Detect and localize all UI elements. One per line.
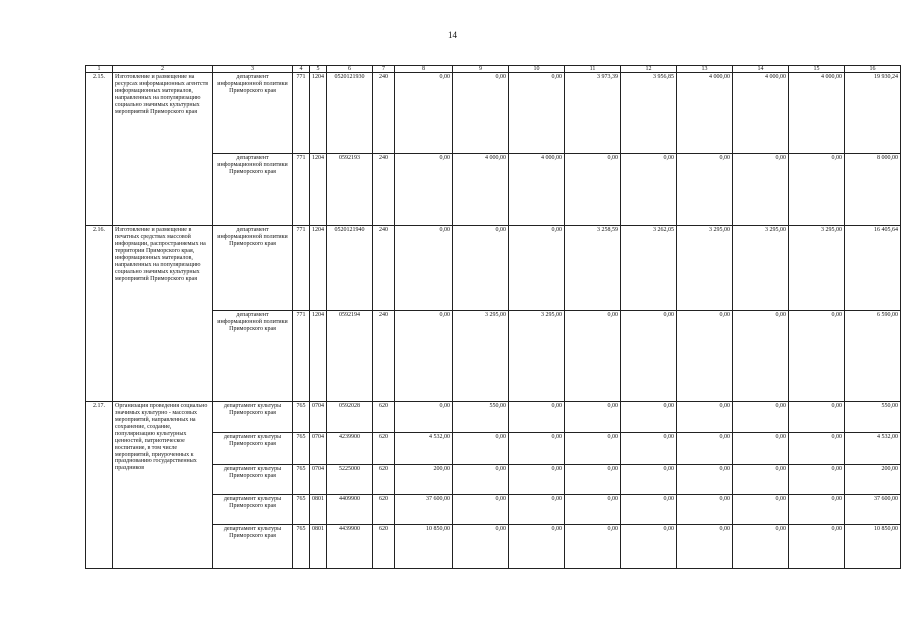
amount-cell: 4 000,00: [733, 73, 789, 154]
event-name: Изготовление и размещение на ресурсах информационных агентств информационных материалов, направленных на популяризацию социально значимых культурных мероприятий Приморского края: [113, 73, 213, 226]
column-header: 7: [373, 66, 395, 73]
department-cell: департамент культуры Приморского края: [213, 433, 293, 465]
amount-cell: 0,00: [395, 226, 453, 311]
expense-type-cell: 620: [373, 402, 395, 433]
amount-cell: 0,00: [789, 495, 845, 525]
amount-cell: 0,00: [565, 525, 621, 569]
column-header: 10: [509, 66, 565, 73]
column-header: 15: [789, 66, 845, 73]
amount-cell: 0,00: [733, 402, 789, 433]
amount-cell: 3 295,00: [453, 311, 509, 402]
amount-cell: 3 973,39: [565, 73, 621, 154]
amount-cell: 0,00: [565, 465, 621, 495]
target-code-cell: 4409900: [327, 495, 373, 525]
amount-cell: 0,00: [621, 153, 677, 225]
amount-cell: 0,00: [789, 153, 845, 225]
column-header: 6: [327, 66, 373, 73]
amount-cell: 0,00: [509, 495, 565, 525]
column-header: 3: [213, 66, 293, 73]
department-cell: департамент культуры Приморского края: [213, 495, 293, 525]
total-amount-cell: 550,00: [845, 402, 901, 433]
amount-cell: 550,00: [453, 402, 509, 433]
ministry-code-cell: 771: [293, 73, 310, 154]
column-header: 13: [677, 66, 733, 73]
amount-cell: 0,00: [453, 495, 509, 525]
total-amount-cell: 16 405,64: [845, 226, 901, 311]
amount-cell: 4 000,00: [789, 73, 845, 154]
ministry-code-cell: 765: [293, 402, 310, 433]
amount-cell: 0,00: [677, 465, 733, 495]
total-amount-cell: 10 850,00: [845, 525, 901, 569]
department-cell: департамент культуры Приморского края: [213, 402, 293, 433]
budget-table: [85, 65, 901, 569]
department-cell: департамент информационной политики Приморского края: [213, 226, 293, 311]
target-code-cell: 0520121940: [327, 226, 373, 311]
section-number: 2.17.: [86, 402, 113, 569]
ministry-code-cell: 765: [293, 495, 310, 525]
section-code-cell: 0801: [310, 525, 327, 569]
target-code-cell: 0592193: [327, 153, 373, 225]
section-code-cell: 0704: [310, 465, 327, 495]
amount-cell: 0,00: [789, 465, 845, 495]
amount-cell: 3 956,85: [621, 73, 677, 154]
amount-cell: 0,00: [395, 402, 453, 433]
amount-cell: 0,00: [509, 433, 565, 465]
ministry-code-cell: 771: [293, 153, 310, 225]
total-amount-cell: 8 000,00: [845, 153, 901, 225]
expense-type-cell: 620: [373, 525, 395, 569]
amount-cell: 3 295,00: [789, 226, 845, 311]
amount-cell: 0,00: [677, 311, 733, 402]
section-code-cell: 1204: [310, 226, 327, 311]
column-header: 9: [453, 66, 509, 73]
event-name: Организация проведения социально значимых культурно - массовых мероприятий, направленных на сохранение, создание, популяризацию культурных ценностей, патриотическое воспитание, в том числе мероприятий, приуроченных к празднованию государственных праздников: [113, 402, 213, 569]
amount-cell: 0,00: [621, 311, 677, 402]
amount-cell: 0,00: [453, 465, 509, 495]
amount-cell: 4 000,00: [677, 73, 733, 154]
amount-cell: 0,00: [789, 525, 845, 569]
column-header: 12: [621, 66, 677, 73]
amount-cell: 0,00: [453, 525, 509, 569]
column-header: 4: [293, 66, 310, 73]
amount-cell: 0,00: [453, 73, 509, 154]
target-code-cell: 4239900: [327, 433, 373, 465]
column-header: 2: [113, 66, 213, 73]
amount-cell: 0,00: [733, 495, 789, 525]
amount-cell: 0,00: [509, 226, 565, 311]
amount-cell: 3 295,00: [509, 311, 565, 402]
amount-cell: 0,00: [733, 525, 789, 569]
expense-type-cell: 240: [373, 73, 395, 154]
table-row: [86, 402, 901, 433]
amount-cell: 0,00: [621, 402, 677, 433]
ministry-code-cell: 771: [293, 226, 310, 311]
amount-cell: 0,00: [677, 433, 733, 465]
amount-cell: 0,00: [677, 525, 733, 569]
amount-cell: 0,00: [621, 495, 677, 525]
ministry-code-cell: 765: [293, 525, 310, 569]
column-number-row: [86, 66, 901, 73]
amount-cell: 0,00: [395, 153, 453, 225]
section-number: 2.16.: [86, 226, 113, 402]
amount-cell: 10 850,00: [395, 525, 453, 569]
table-row: [86, 73, 901, 154]
total-amount-cell: 37 600,00: [845, 495, 901, 525]
amount-cell: 0,00: [565, 311, 621, 402]
event-name: Изготовление и размещение в печатных средствах массовой информации, распространяемых на территории Приморского края, информационных материалов, направленных на популяризацию социально значимых культурных мероприятий Приморского края: [113, 226, 213, 402]
ministry-code-cell: 765: [293, 433, 310, 465]
target-code-cell: 0592194: [327, 311, 373, 402]
target-code-cell: 0592028: [327, 402, 373, 433]
amount-cell: 0,00: [565, 495, 621, 525]
table-row: [86, 226, 901, 311]
amount-cell: 4 532,00: [395, 433, 453, 465]
ministry-code-cell: 765: [293, 465, 310, 495]
amount-cell: 0,00: [677, 153, 733, 225]
section-number: 2.15.: [86, 73, 113, 226]
column-header: 5: [310, 66, 327, 73]
expense-type-cell: 240: [373, 226, 395, 311]
amount-cell: 0,00: [733, 465, 789, 495]
amount-cell: 3 295,00: [733, 226, 789, 311]
amount-cell: 0,00: [621, 433, 677, 465]
expense-type-cell: 240: [373, 311, 395, 402]
department-cell: департамент информационной политики Приморского края: [213, 153, 293, 225]
total-amount-cell: 6 590,00: [845, 311, 901, 402]
page-number: 14: [448, 30, 457, 40]
department-cell: департамент культуры Приморского края: [213, 525, 293, 569]
section-code-cell: 1204: [310, 73, 327, 154]
department-cell: департамент информационной политики Приморского края: [213, 73, 293, 154]
column-header: 14: [733, 66, 789, 73]
column-header: 11: [565, 66, 621, 73]
amount-cell: 0,00: [789, 311, 845, 402]
section-code-cell: 1204: [310, 153, 327, 225]
amount-cell: 0,00: [509, 465, 565, 495]
expense-type-cell: 620: [373, 433, 395, 465]
amount-cell: 0,00: [395, 73, 453, 154]
amount-cell: 0,00: [509, 402, 565, 433]
amount-cell: 0,00: [733, 433, 789, 465]
total-amount-cell: 4 532,00: [845, 433, 901, 465]
target-code-cell: 5225000: [327, 465, 373, 495]
expense-type-cell: 240: [373, 153, 395, 225]
amount-cell: 0,00: [677, 495, 733, 525]
amount-cell: 0,00: [677, 402, 733, 433]
amount-cell: 0,00: [453, 433, 509, 465]
column-header: 1: [86, 66, 113, 73]
amount-cell: 0,00: [733, 311, 789, 402]
section-code-cell: 1204: [310, 311, 327, 402]
section-code-cell: 0801: [310, 495, 327, 525]
department-cell: департамент информационной политики Приморского края: [213, 311, 293, 402]
amount-cell: 3 262,05: [621, 226, 677, 311]
section-code-cell: 0704: [310, 433, 327, 465]
amount-cell: 0,00: [789, 402, 845, 433]
department-cell: департамент культуры Приморского края: [213, 465, 293, 495]
amount-cell: 0,00: [565, 153, 621, 225]
amount-cell: 0,00: [509, 73, 565, 154]
amount-cell: 3 295,00: [677, 226, 733, 311]
target-code-cell: 0520121930: [327, 73, 373, 154]
amount-cell: 0,00: [509, 525, 565, 569]
expense-type-cell: 620: [373, 495, 395, 525]
amount-cell: 200,00: [395, 465, 453, 495]
amount-cell: 0,00: [565, 402, 621, 433]
table-body: [86, 66, 901, 569]
total-amount-cell: 19 930,24: [845, 73, 901, 154]
expense-type-cell: 620: [373, 465, 395, 495]
amount-cell: 0,00: [621, 465, 677, 495]
total-amount-cell: 200,00: [845, 465, 901, 495]
target-code-cell: 4439900: [327, 525, 373, 569]
amount-cell: 0,00: [395, 311, 453, 402]
amount-cell: 37 600,00: [395, 495, 453, 525]
amount-cell: 0,00: [789, 433, 845, 465]
section-code-cell: 0704: [310, 402, 327, 433]
amount-cell: 0,00: [453, 226, 509, 311]
amount-cell: 4 000,00: [453, 153, 509, 225]
amount-cell: 0,00: [621, 525, 677, 569]
amount-cell: 4 000,00: [509, 153, 565, 225]
amount-cell: 3 258,59: [565, 226, 621, 311]
column-header: 16: [845, 66, 901, 73]
amount-cell: 0,00: [565, 433, 621, 465]
ministry-code-cell: 771: [293, 311, 310, 402]
column-header: 8: [395, 66, 453, 73]
amount-cell: 0,00: [733, 153, 789, 225]
